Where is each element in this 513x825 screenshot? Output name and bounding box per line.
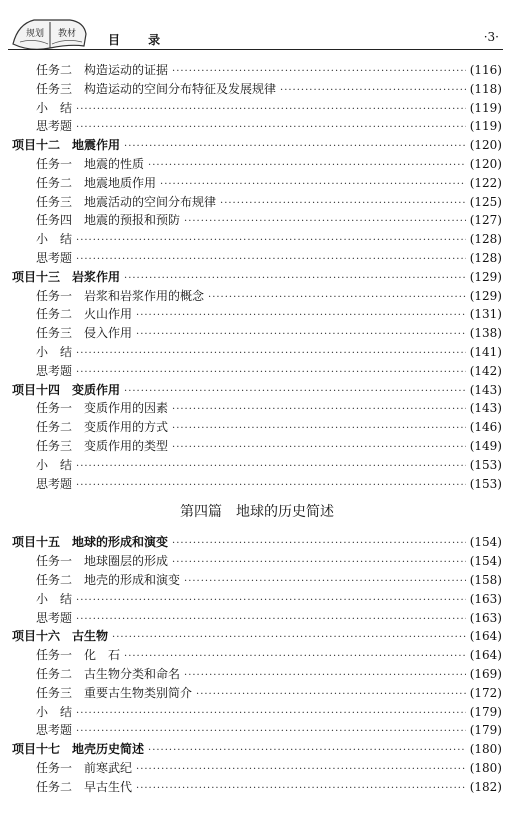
toc-entry-page: (116) [469,63,502,77]
toc-task-entry[interactable] [12,590,502,609]
toc-task-entry[interactable] [12,193,502,212]
toc-task-entry[interactable] [12,665,502,684]
dot-leader [124,651,466,662]
toc-entry-label: 思考题 [36,723,73,738]
dot-leader [76,122,466,133]
dot-leader [76,254,466,265]
toc-entry-label: 思考题 [36,363,73,378]
page-header [0,0,513,56]
toc-entry-page: (119) [469,100,502,115]
dot-leader [148,745,466,756]
toc-task-entry[interactable] [12,721,502,740]
toc-entry-page: (129) [469,288,502,303]
dot-leader [124,273,466,284]
toc-entry-page: (182) [469,779,502,794]
header-divider [8,49,503,50]
toc-entry-label: 任务一 前寒武纪 [36,760,133,775]
toc-entry-page: (119) [469,119,502,134]
toc-entry-label: 项目十六 古生物 [12,629,109,644]
toc-task-entry[interactable] [12,609,502,628]
toc-entry-page: (149) [469,438,502,453]
dot-leader [184,576,466,587]
header-title: 目 录 [108,33,173,47]
dot-leader [184,216,466,227]
toc-entry-label: 任务一 岩浆和岩浆作用的概念 [36,288,205,303]
toc-entry-label: 小 结 [36,457,73,472]
dot-leader [136,329,466,340]
toc-entry-page: (153) [469,476,502,491]
toc-entry-page: (138) [469,326,502,341]
toc-entry-page: (143) [469,382,502,397]
toc-section-part3 [12,61,502,493]
dot-leader [76,595,466,606]
toc-entry-label: 思考题 [36,610,73,625]
dot-leader [172,423,466,434]
toc-entry-page: (129) [469,269,502,284]
dot-leader [136,310,466,321]
toc-entry-label: 任务二 构造运动的证据 [36,63,169,77]
toc-entry-label: 小 结 [36,232,73,247]
dot-leader [184,670,466,681]
toc-task-entry[interactable] [12,418,502,437]
dot-leader [124,386,466,397]
toc-entry-label: 小 结 [36,591,73,606]
toc-task-entry[interactable] [12,475,502,494]
toc-entry-label: 思考题 [36,119,73,134]
dot-leader [172,442,466,453]
toc-entry-label: 项目十三 岩浆作用 [12,269,121,284]
toc-task-entry[interactable] [12,362,502,381]
toc-entry-page: (128) [469,232,502,247]
toc-task-entry[interactable] [12,80,502,99]
dot-leader [112,632,466,643]
toc-task-entry[interactable] [12,571,502,590]
svg-text:教材: 教材 [58,29,77,39]
dot-leader [136,783,466,794]
header-page-number: ·3· [483,30,499,44]
toc-entry-page: (179) [469,723,502,738]
dot-leader [172,404,466,415]
toc-entry-label: 思考题 [36,476,73,491]
toc-task-entry[interactable] [12,343,502,362]
toc-task-entry[interactable] [12,287,502,306]
toc-entry-page: (146) [469,420,502,435]
toc-entry-page: (127) [469,213,502,228]
toc-project-entry[interactable] [12,136,502,155]
dot-leader [220,198,466,209]
toc-entry-label: 项目十五 地球的形成和演变 [12,535,169,550]
toc-entry-label: 任务一 地球圈层的形成 [36,554,169,569]
toc-entry-page: (143) [469,401,502,416]
toc-entry-label: 任务三 变质作用的类型 [36,438,169,453]
svg-text:规划: 规划 [26,29,45,39]
dot-leader [172,538,466,549]
toc-entry-label: 任务三 重要古生物类别简介 [36,685,193,700]
toc-task-entry[interactable] [12,646,502,665]
toc-entry-label: 任务二 火山作用 [36,307,133,322]
toc-task-entry[interactable] [12,305,502,324]
toc-entry-label: 思考题 [36,250,73,265]
toc-entry-page: (169) [469,666,502,681]
toc-task-entry[interactable] [12,684,502,703]
toc-entry-label: 任务二 早古生代 [36,779,133,794]
toc-entry-label: 任务一 地震的性质 [36,156,145,171]
dot-leader [136,764,466,775]
toc-entry-page: (180) [469,742,502,757]
toc-entry-label: 项目十二 地震作用 [12,138,121,153]
toc-entry-page: (153) [469,457,502,472]
dot-leader [148,160,466,171]
toc-entry-page: (163) [469,610,502,625]
toc-entry-label: 项目十四 变质作用 [12,382,121,397]
toc-project-entry[interactable] [12,627,502,646]
textbook-logo-icon [10,14,88,54]
dot-leader [76,367,466,378]
dot-leader [160,179,466,190]
toc-entry-page: (141) [469,344,502,359]
dot-leader [76,461,466,472]
toc-task-entry[interactable] [12,437,502,456]
toc-task-entry[interactable] [12,324,502,343]
toc-task-entry[interactable] [12,174,502,193]
toc-entry-label: 小 结 [36,100,73,115]
part-title: 第四篇 地球的历史简述 [180,504,334,521]
dot-leader [76,348,466,359]
dot-leader [76,235,466,246]
dot-leader [280,85,466,96]
toc-entry-page: (164) [469,629,502,644]
dot-leader [124,141,466,152]
toc-entry-label: 任务三 地震活动的空间分布规律 [36,194,217,209]
toc-entry-page: (128) [469,250,502,265]
toc-entry-page: (122) [469,175,502,190]
toc-entry-label: 项目十七 地壳历史简述 [12,742,145,757]
toc-entry-label: 任务一 化 石 [36,648,121,663]
toc-entry-page: (131) [469,307,502,322]
toc-task-entry[interactable] [12,211,502,230]
toc-project-entry[interactable] [12,740,502,759]
toc-entry-page: (118) [469,81,502,96]
toc-project-entry[interactable] [12,533,502,552]
toc-entry-label: 小 结 [36,704,73,719]
toc-section-part4 [12,533,502,796]
table-of-contents [12,61,502,796]
toc-entry-page: (158) [469,572,502,587]
toc-entry-page: (120) [469,138,502,153]
toc-task-entry[interactable] [12,778,502,797]
toc-entry-label: 小 结 [36,344,73,359]
toc-entry-label: 任务四 地震的预报和预防 [36,213,181,228]
dot-leader [172,66,466,77]
toc-task-entry[interactable] [12,399,502,418]
toc-task-entry[interactable] [12,703,502,722]
toc-entry-page: (142) [469,363,502,378]
toc-task-entry[interactable] [12,552,502,571]
toc-entry-page: (154) [469,554,502,569]
dot-leader [76,480,466,491]
dot-leader [76,726,466,737]
toc-entry-label: 任务二 地震地质作用 [36,175,157,190]
toc-project-entry[interactable] [12,268,502,287]
toc-entry-label: 任务三 侵入作用 [36,326,133,341]
dot-leader [76,104,466,115]
toc-entry-page: (180) [469,760,502,775]
toc-task-entry[interactable] [12,117,502,136]
toc-task-entry[interactable] [12,759,502,778]
toc-entry-label: 任务一 变质作用的因素 [36,401,169,416]
toc-entry-label: 任务二 地壳的形成和演变 [36,572,181,587]
dot-leader [208,292,466,303]
toc-entry-page: (163) [469,591,502,606]
toc-task-entry[interactable] [12,456,502,475]
toc-task-entry[interactable] [12,249,502,268]
toc-entry-page: (179) [469,704,502,719]
toc-project-entry[interactable] [12,381,502,400]
dot-leader [76,708,466,719]
toc-entry-label: 任务二 变质作用的方式 [36,420,169,435]
toc-entry-page: (154) [469,535,502,550]
toc-task-entry[interactable] [12,99,502,118]
toc-entry-label: 任务三 构造运动的空间分布特征及发展规律 [36,81,277,96]
toc-entry-page: (172) [469,685,502,700]
dot-leader [172,557,466,568]
toc-entry-page: (120) [469,156,502,171]
dot-leader [196,689,466,700]
toc-entry-page: (164) [469,648,502,663]
toc-entry-page: (125) [469,194,502,209]
toc-task-entry[interactable] [12,155,502,174]
dot-leader [76,614,466,625]
toc-task-entry[interactable] [12,61,502,80]
toc-task-entry[interactable] [12,230,502,249]
toc-entry-label: 任务二 古生物分类和命名 [36,666,181,681]
